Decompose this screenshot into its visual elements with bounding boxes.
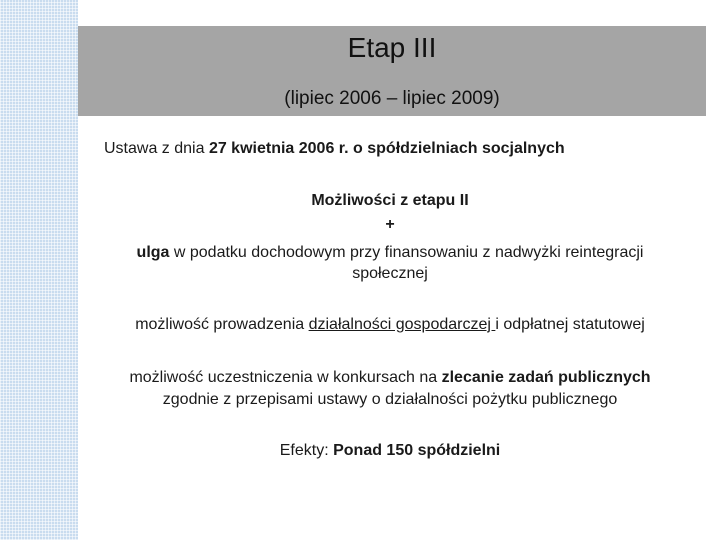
competition-line: [90, 367, 690, 389]
business-suffix: i odpłatnej statutowej: [495, 316, 645, 333]
ulga-rest: w podatku dochodowym przy finansowaniu z nadwyżki reintegracji: [169, 244, 644, 261]
tax-relief-line-2: społecznej: [352, 265, 428, 282]
law-reference: [104, 138, 704, 160]
plus-sign: [90, 214, 690, 236]
slide-title: Etap III: [347, 32, 437, 63]
ulga-bold: ulga: [136, 244, 170, 261]
stage2-possibilities: [90, 190, 690, 212]
business-activity-line: [90, 314, 690, 336]
public-tasks: zlecanie zadań publicznych: [441, 369, 651, 386]
effects-value: Ponad 150 spółdzielni: [333, 442, 501, 459]
business-underlined: działalności gospodarczej: [308, 316, 496, 333]
effects-line: [90, 440, 690, 462]
competition-prefix: możliwość uczestniczenia w konkursach na: [129, 369, 442, 386]
law-name: 27 kwietnia 2006 r. o spółdzielniach socjalnych: [208, 140, 565, 157]
plus-text: +: [385, 216, 395, 233]
business-prefix: możliwość prowadzenia: [135, 316, 309, 333]
law-prefix: Ustawa z dnia: [104, 140, 209, 157]
tax-relief-line: [90, 242, 690, 264]
competition-line-2: zgodnie z przepisami ustawy o działalności pożytku publicznego: [162, 391, 618, 408]
slide-subtitle: (lipiec 2006 – lipiec 2009): [284, 88, 500, 109]
stage2-label: Możliwości z etapu II: [311, 192, 469, 209]
effects-label: Efekty:: [279, 442, 334, 459]
decorative-left-strip: [0, 0, 78, 540]
